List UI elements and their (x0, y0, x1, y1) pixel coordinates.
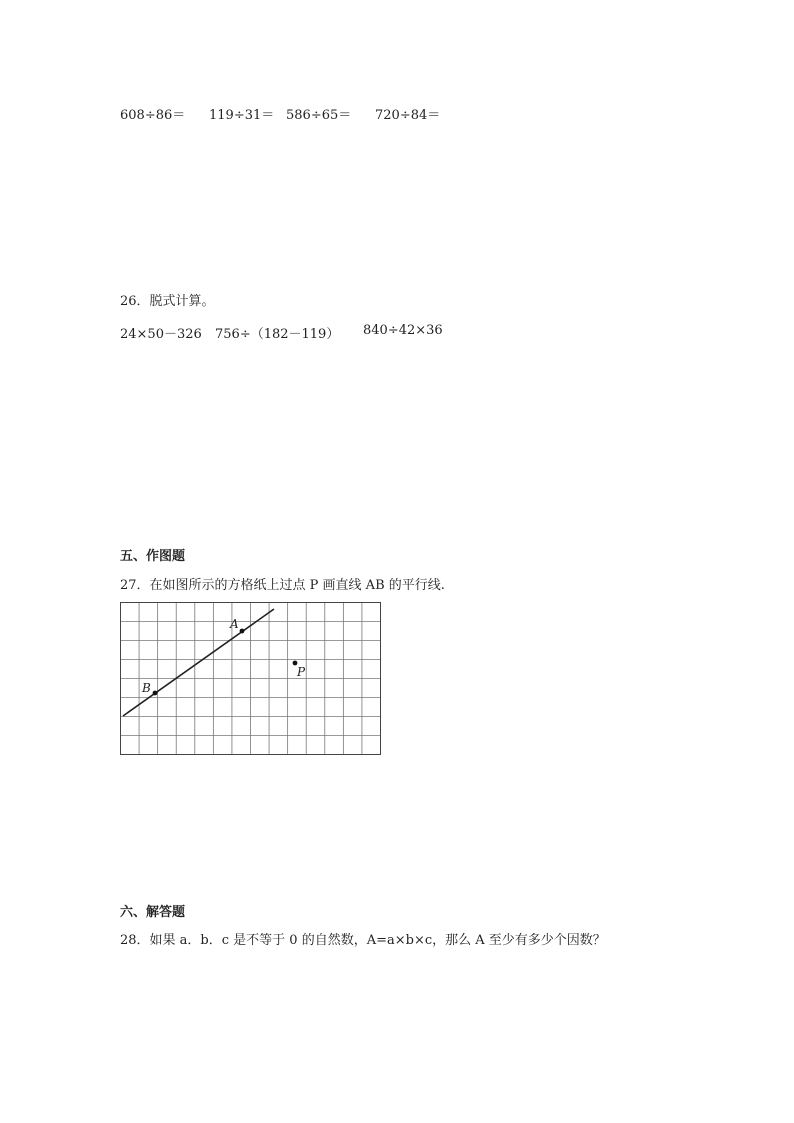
section-5-heading: 五、作图题 (120, 549, 186, 564)
point-b (153, 691, 158, 696)
expression-119-div-31: 119÷31＝ (209, 108, 275, 123)
expression-26-2: 756÷（182－119） (215, 327, 340, 342)
expression-26-3: 840÷42×36 (363, 323, 443, 338)
label-p: P (297, 665, 306, 679)
question-28-text: 28．如果 a．b．c 是不等于 0 的自然数，A=a×b×c，那么 A 至少有多少个因数？ (120, 933, 606, 948)
label-a: A (230, 617, 239, 631)
label-b: B (142, 681, 151, 695)
expression-26-1: 24×50－326 (120, 327, 202, 342)
question-26-title: 26．脱式计算。 (120, 294, 215, 309)
section-6-heading: 六、解答题 (120, 905, 186, 920)
expression-608-div-86: 608÷86＝ (120, 108, 186, 123)
point-a (240, 629, 245, 634)
grid-figure (120, 602, 382, 756)
question-27-text: 27．在如图所示的方格纸上过点 P 画直线 AB 的平行线. (120, 578, 445, 593)
expression-586-div-65: 586÷65＝ (286, 108, 352, 123)
line-ab (123, 609, 274, 716)
expression-720-div-84: 720÷84＝ (375, 108, 441, 123)
